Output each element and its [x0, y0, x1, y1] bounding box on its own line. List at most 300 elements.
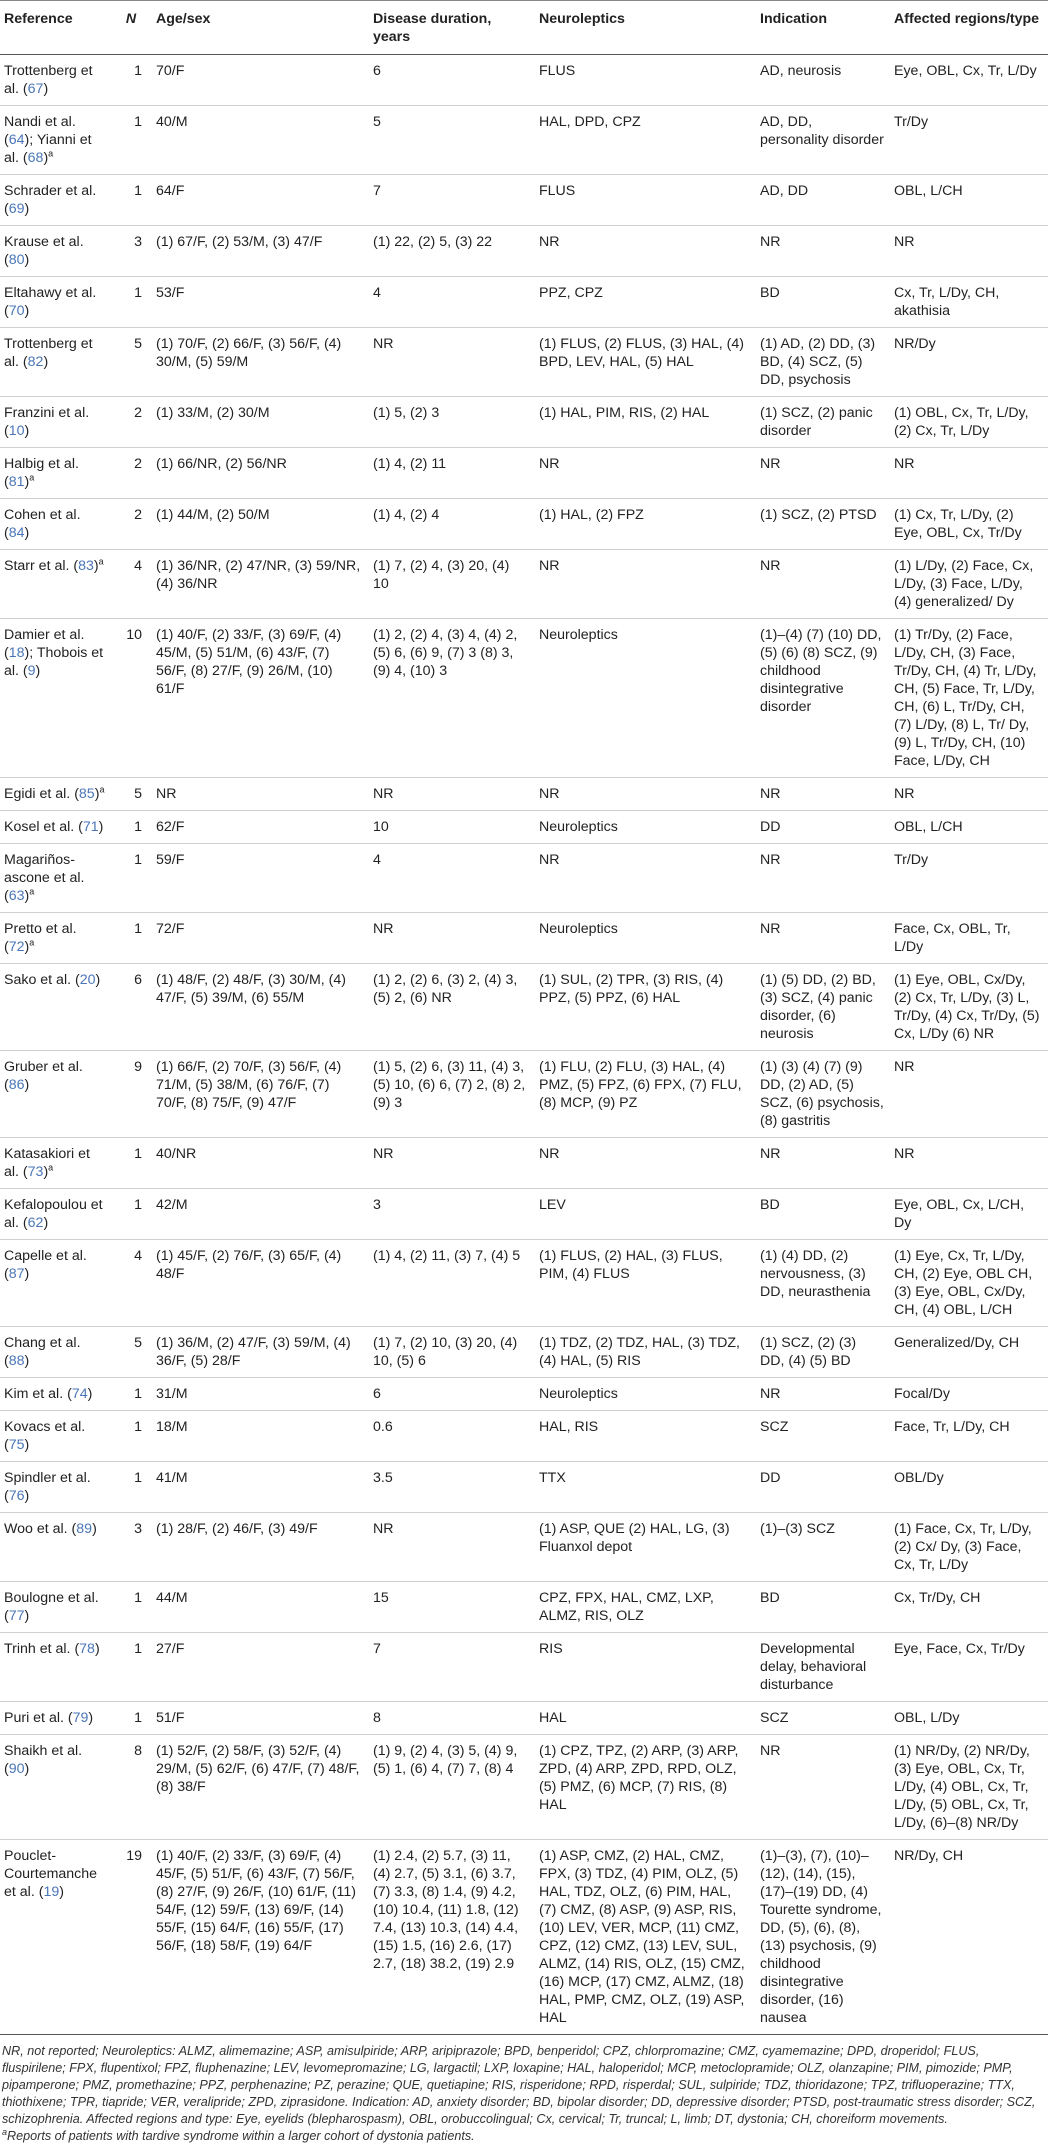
cell-n: 1 — [112, 913, 152, 964]
table-row — [0, 811, 1048, 844]
cell-age-sex: 27/F — [152, 1633, 369, 1702]
citation-link[interactable]: 82 — [27, 354, 44, 370]
reference-text: ) — [24, 1266, 30, 1282]
table-row — [0, 277, 1048, 328]
reference-text: Kosel et al. ( — [4, 819, 83, 835]
reference-text: ); Thobois et al. ( — [4, 645, 104, 679]
cell-age-sex: 40/NR — [152, 1138, 369, 1189]
reference-text: ) — [24, 939, 30, 955]
reference-text: ) — [24, 1353, 30, 1369]
reference-text: Magariños-ascone et al. ( — [4, 852, 85, 904]
cell-n: 6 — [112, 964, 152, 1051]
citation-link[interactable]: 79 — [72, 1710, 89, 1726]
footnote-marker: a — [29, 937, 35, 948]
cell-reference — [0, 499, 112, 550]
cell-age-sex: 18/M — [152, 1411, 369, 1462]
reference-text: ) — [43, 81, 49, 97]
cell-disease-duration: (1) 7, (2) 4, (3) 20, (4) 10 — [369, 550, 535, 619]
cell-indication: AD, DD, personality disorder — [756, 106, 890, 175]
cell-age-sex: (1) 66/NR, (2) 56/NR — [152, 448, 369, 499]
cell-disease-duration: 7 — [369, 175, 535, 226]
cell-age-sex: 62/F — [152, 811, 369, 844]
cell-disease-duration: 0.6 — [369, 1411, 535, 1462]
cell-disease-duration: (1) 4, (2) 11 — [369, 448, 535, 499]
header-age-sex: Age/sex — [152, 1, 369, 55]
cell-neuroleptics: NR — [535, 226, 756, 277]
cell-disease-duration: 7 — [369, 1633, 535, 1702]
cell-n: 1 — [112, 175, 152, 226]
superscript-note — [2, 2128, 1044, 2145]
reference-text: Shaikh et al. ( — [4, 1743, 83, 1777]
citation-link[interactable]: 90 — [8, 1761, 25, 1777]
cell-age-sex: (1) 40/F, (2) 33/F, (3) 69/F, (4) 45/F, (5) 51/F, (6) 43/F, (7) 56/F, (8) 27/F, (9) 26/F, (10) 61/F, (11) 54/F, (12) 59/F, (13) 69/F, (14) 55/F, (15) 64/F, (16) 55/F, (17) 56/F, (18) 58/F, (19) 64/F — [152, 1840, 369, 2035]
table-row — [0, 175, 1048, 226]
reference-text: Pouclet-Courtemanche et al. ( — [4, 1848, 98, 1900]
reference-text: Trottenberg et al. ( — [4, 63, 93, 97]
header-n: N — [112, 1, 152, 55]
table-row — [0, 106, 1048, 175]
cell-reference — [0, 619, 112, 778]
cell-neuroleptics: FLUS — [535, 175, 756, 226]
cell-affected-regions: NR — [890, 1138, 1048, 1189]
cell-neuroleptics: Neuroleptics — [535, 913, 756, 964]
cell-n: 4 — [112, 550, 152, 619]
header-row — [0, 1, 1048, 55]
table-row — [0, 226, 1048, 277]
citation-link[interactable]: 75 — [8, 1437, 25, 1453]
cell-affected-regions: OBL, L/Dy — [890, 1702, 1048, 1735]
citation-link[interactable]: 64 — [8, 132, 25, 148]
cell-indication: NR — [756, 226, 890, 277]
cell-affected-regions: (1) Cx, Tr, L/Dy, (2) Eye, OBL, Cx, Tr/Dy — [890, 499, 1048, 550]
cell-disease-duration: (1) 9, (2) 4, (3) 5, (4) 9, (5) 1, (6) 4, (7) 7, (8) 4 — [369, 1735, 535, 1840]
cell-neuroleptics: (1) HAL, PIM, RIS, (2) HAL — [535, 397, 756, 448]
reference-text: ) — [24, 1077, 30, 1093]
cell-affected-regions: (1) Face, Cx, Tr, L/Dy, (2) Cx/ Dy, (3) Face, Cx, Tr, L/Dy — [890, 1513, 1048, 1582]
cell-affected-regions: OBL, L/CH — [890, 811, 1048, 844]
header-reference: Reference — [0, 1, 112, 55]
cell-affected-regions: NR/Dy — [890, 328, 1048, 397]
table-row — [0, 1240, 1048, 1327]
cell-age-sex: (1) 52/F, (2) 58/F, (3) 52/F, (4) 29/M, (5) 62/F, (6) 47/F, (7) 48/F, (8) 38/F — [152, 1735, 369, 1840]
header-disease-duration: Disease duration, years — [369, 1, 535, 55]
cell-n: 1 — [112, 1633, 152, 1702]
cell-indication: NR — [756, 913, 890, 964]
cell-neuroleptics: HAL, DPD, CPZ — [535, 106, 756, 175]
cell-disease-duration: (1) 2, (2) 4, (3) 4, (4) 2, (5) 6, (6) 9, (7) 3 (8) 3, (9) 4, (10) 3 — [369, 619, 535, 778]
cell-age-sex: 31/M — [152, 1378, 369, 1411]
cell-n: 1 — [112, 1411, 152, 1462]
cell-affected-regions: (1) Eye, OBL, Cx/Dy, (2) Cx, Tr, L/Dy, (3) L, Tr/Dy, (4) Cx, Tr/Dy, (5) Cx, L/Dy (6) NR — [890, 964, 1048, 1051]
cell-age-sex: (1) 40/F, (2) 33/F, (3) 69/F, (4) 45/M, (5) 51/M, (6) 43/F, (7) 56/F, (8) 27/F, (9) 26/M, (10) 61/F — [152, 619, 369, 778]
reference-text: Damier et al. ( — [4, 627, 85, 661]
cell-affected-regions: OBL/Dy — [890, 1462, 1048, 1513]
citation-link[interactable]: 70 — [8, 303, 25, 319]
cell-indication: BD — [756, 277, 890, 328]
citation-link[interactable]: 69 — [8, 201, 25, 217]
cell-reference — [0, 1138, 112, 1189]
cell-neuroleptics: FLUS — [535, 55, 756, 106]
cell-reference — [0, 550, 112, 619]
cell-neuroleptics: TTX — [535, 1462, 756, 1513]
table-row — [0, 1327, 1048, 1378]
cell-reference — [0, 277, 112, 328]
cell-age-sex: 64/F — [152, 175, 369, 226]
cell-indication: (1) (4) DD, (2) nervousness, (3) DD, neurasthenia — [756, 1240, 890, 1327]
cell-reference — [0, 1462, 112, 1513]
reference-text: ) — [94, 786, 100, 802]
cell-indication: NR — [756, 778, 890, 811]
cell-n: 5 — [112, 328, 152, 397]
cell-indication: (1) SCZ, (2) PTSD — [756, 499, 890, 550]
cell-age-sex: 53/F — [152, 277, 369, 328]
table-row — [0, 550, 1048, 619]
cell-neuroleptics: NR — [535, 1138, 756, 1189]
footnote-marker: a — [48, 1162, 54, 1173]
reference-text: ) — [24, 525, 30, 541]
cell-indication: NR — [756, 550, 890, 619]
cell-neuroleptics: Neuroleptics — [535, 619, 756, 778]
cell-reference — [0, 844, 112, 913]
cell-disease-duration: 4 — [369, 844, 535, 913]
cell-n: 1 — [112, 1582, 152, 1633]
cell-n: 1 — [112, 55, 152, 106]
cell-indication: (1)–(4) (7) (10) DD, (5) (6) (8) SCZ, (9) childhood disintegrative disorder — [756, 619, 890, 778]
cell-reference — [0, 811, 112, 844]
cell-n: 1 — [112, 277, 152, 328]
table-row — [0, 1702, 1048, 1735]
cell-reference — [0, 397, 112, 448]
reference-text: Gruber et al. ( — [4, 1059, 83, 1093]
reference-text: ) — [95, 972, 101, 988]
cell-disease-duration: 8 — [369, 1702, 535, 1735]
table-row — [0, 448, 1048, 499]
table-row — [0, 1462, 1048, 1513]
cell-indication: NR — [756, 1735, 890, 1840]
cell-neuroleptics: HAL, RIS — [535, 1411, 756, 1462]
cell-affected-regions: Generalized/Dy, CH — [890, 1327, 1048, 1378]
cell-n: 3 — [112, 1513, 152, 1582]
cell-n: 4 — [112, 1240, 152, 1327]
reference-text: ) — [59, 1884, 64, 1900]
cell-indication: Developmental delay, behavioral disturbance — [756, 1633, 890, 1702]
reference-text: ) — [35, 663, 41, 679]
citation-link[interactable]: 74 — [71, 1386, 88, 1402]
cell-disease-duration: (1) 4, (2) 11, (3) 7, (4) 5 — [369, 1240, 535, 1327]
reference-text: Boulogne et al. ( — [4, 1590, 99, 1624]
table-row — [0, 913, 1048, 964]
cell-affected-regions: NR — [890, 778, 1048, 811]
cell-indication: AD, neurosis — [756, 55, 890, 106]
citation-link[interactable]: 83 — [78, 558, 94, 574]
cell-neuroleptics: (1) HAL, (2) FPZ — [535, 499, 756, 550]
footnote-marker: a — [99, 784, 105, 795]
cell-n: 8 — [112, 1735, 152, 1840]
cell-disease-duration: NR — [369, 328, 535, 397]
citation-link[interactable]: 87 — [8, 1266, 25, 1282]
cell-indication: DD — [756, 1462, 890, 1513]
cell-neuroleptics: NR — [535, 844, 756, 913]
citation-link[interactable]: 67 — [27, 81, 44, 97]
reference-text: Starr et al. ( — [4, 558, 79, 574]
table-row — [0, 1513, 1048, 1582]
cell-age-sex: (1) 66/F, (2) 70/F, (3) 56/F, (4) 71/M, (5) 38/M, (6) 76/F, (7) 70/F, (8) 75/F, (9) 47/F — [152, 1051, 369, 1138]
table-header — [0, 1, 1048, 55]
cell-affected-regions: (1) Eye, Cx, Tr, L/Dy, CH, (2) Eye, OBL CH, (3) Eye, OBL, Cx/Dy, CH, (4) OBL, L/CH — [890, 1240, 1048, 1327]
cell-indication: SCZ — [756, 1411, 890, 1462]
table-row — [0, 1840, 1048, 2035]
cell-affected-regions: NR — [890, 448, 1048, 499]
cell-affected-regions: Focal/Dy — [890, 1378, 1048, 1411]
citation-link[interactable]: 80 — [8, 252, 25, 268]
cell-reference — [0, 448, 112, 499]
table-row — [0, 844, 1048, 913]
cell-neuroleptics: (1) ASP, QUE (2) HAL, LG, (3) Fluanxol depot — [535, 1513, 756, 1582]
cell-affected-regions: (1) L/Dy, (2) Face, Cx, L/Dy, (3) Face, L/Dy, (4) generalized/ Dy — [890, 550, 1048, 619]
cell-indication: DD — [756, 811, 890, 844]
cell-reference — [0, 1582, 112, 1633]
table-row — [0, 619, 1048, 778]
cell-neuroleptics: NR — [535, 448, 756, 499]
cell-neuroleptics: (1) CPZ, TPZ, (2) ARP, (3) ARP, ZPD, (4) ARP, ZPD, RPD, OLZ, (5) PMZ, (6) MCP, (7) RIS, (8) HAL — [535, 1735, 756, 1840]
cell-reference — [0, 1513, 112, 1582]
cell-disease-duration: 3.5 — [369, 1462, 535, 1513]
cell-age-sex: 70/F — [152, 55, 369, 106]
citation-link[interactable]: 88 — [8, 1353, 25, 1369]
cell-indication: AD, DD — [756, 175, 890, 226]
cell-age-sex: (1) 36/M, (2) 47/F, (3) 59/M, (4) 36/F, (5) 28/F — [152, 1327, 369, 1378]
note-text: Reports of patients with tardive syndrome within a larger cohort of dystonia patients. — [7, 2129, 475, 2143]
cell-n: 19 — [112, 1840, 152, 2035]
cell-reference — [0, 1051, 112, 1138]
reference-text: ) — [88, 1710, 94, 1726]
cell-affected-regions: NR — [890, 226, 1048, 277]
cell-neuroleptics: HAL — [535, 1702, 756, 1735]
cell-age-sex: (1) 67/F, (2) 53/M, (3) 47/F — [152, 226, 369, 277]
cell-n: 1 — [112, 1462, 152, 1513]
cell-indication: NR — [756, 448, 890, 499]
cell-affected-regions: Eye, OBL, Cx, L/CH, Dy — [890, 1189, 1048, 1240]
reference-text: ) — [98, 819, 104, 835]
reference-text: ) — [24, 201, 30, 217]
cell-disease-duration: 5 — [369, 106, 535, 175]
footnote-marker: a — [48, 148, 54, 159]
cell-age-sex: 51/F — [152, 1702, 369, 1735]
cell-affected-regions: Tr/Dy — [890, 106, 1048, 175]
cell-n: 5 — [112, 778, 152, 811]
cell-disease-duration: NR — [369, 1138, 535, 1189]
cell-neuroleptics: (1) FLUS, (2) FLUS, (3) HAL, (4) BPD, LEV, HAL, (5) HAL — [535, 328, 756, 397]
reference-text: Katasakiori et al. ( — [4, 1146, 90, 1180]
cell-affected-regions: Eye, Face, Cx, Tr/Dy — [890, 1633, 1048, 1702]
cell-n: 1 — [112, 844, 152, 913]
cell-disease-duration: 4 — [369, 277, 535, 328]
citation-link[interactable]: 68 — [27, 150, 44, 166]
citation-link[interactable]: 10 — [8, 423, 25, 439]
citation-link[interactable]: 19 — [43, 1884, 60, 1900]
cell-disease-duration: NR — [369, 1513, 535, 1582]
cell-neuroleptics: RIS — [535, 1633, 756, 1702]
reference-text: Krause et al. ( — [4, 234, 84, 268]
citation-link[interactable]: 89 — [76, 1521, 93, 1537]
cell-disease-duration: 6 — [369, 55, 535, 106]
cell-reference — [0, 1189, 112, 1240]
reference-text: ) — [24, 252, 30, 268]
reference-text: Kim et al. ( — [4, 1386, 72, 1402]
cell-affected-regions: Cx, Tr/Dy, CH — [890, 1582, 1048, 1633]
cell-age-sex: 59/F — [152, 844, 369, 913]
cell-disease-duration: NR — [369, 778, 535, 811]
cell-reference — [0, 1240, 112, 1327]
cell-n: 3 — [112, 226, 152, 277]
cell-age-sex: 41/M — [152, 1462, 369, 1513]
table-row — [0, 778, 1048, 811]
cell-n: 2 — [112, 499, 152, 550]
table-row — [0, 499, 1048, 550]
reference-text: Capelle et al. ( — [4, 1248, 87, 1282]
reference-text: ) — [87, 1386, 93, 1402]
cell-reference — [0, 1633, 112, 1702]
table-row — [0, 397, 1048, 448]
cell-affected-regions: Face, Tr, L/Dy, CH — [890, 1411, 1048, 1462]
citation-link[interactable]: 77 — [8, 1608, 25, 1624]
citation-link[interactable]: 86 — [8, 1077, 25, 1093]
cell-indication: NR — [756, 1378, 890, 1411]
footnote-marker: a — [29, 472, 35, 483]
reference-text: ) — [24, 1761, 30, 1777]
reference-text: Kefalopoulou et al. ( — [4, 1197, 103, 1231]
reference-text: Woo et al. ( — [4, 1521, 77, 1537]
cell-age-sex: 44/M — [152, 1582, 369, 1633]
cell-affected-regions: Eye, OBL, Cx, Tr, L/Dy — [890, 55, 1048, 106]
citation-link[interactable]: 62 — [27, 1215, 44, 1231]
cell-indication: (1) (5) DD, (2) BD, (3) SCZ, (4) panic disorder, (6) neurosis — [756, 964, 890, 1051]
cell-neuroleptics: NR — [535, 550, 756, 619]
cell-indication: NR — [756, 1138, 890, 1189]
reference-text: ); Yianni et al. ( — [4, 132, 92, 166]
cell-reference — [0, 778, 112, 811]
citation-link[interactable]: 9 — [27, 663, 36, 679]
table-row — [0, 1633, 1048, 1702]
table-row — [0, 964, 1048, 1051]
cell-neuroleptics: (1) ASP, CMZ, (2) HAL, CMZ, FPX, (3) TDZ, (4) PIM, OLZ, (5) HAL, TDZ, OLZ, (6) PIM, HAL, (7) CMZ, (8) ASP, (9) ASP, RIS, (10) LEV, VER, MCP, (11) CMZ, CPZ, (12) CMZ, (13) LEV, SUL, ALMZ, (14) RIS, OLZ, (15) CMZ, (16) MCP, (17) CMZ, ALMZ, (18) HAL, PMP, CMZ, OLZ, (19) ASP, HAL — [535, 1840, 756, 2035]
cell-indication: (1) AD, (2) DD, (3) BD, (4) SCZ, (5) DD, psychosis — [756, 328, 890, 397]
cell-affected-regions: NR — [890, 1051, 1048, 1138]
cell-n: 10 — [112, 619, 152, 778]
cell-age-sex: 42/M — [152, 1189, 369, 1240]
cell-reference — [0, 1411, 112, 1462]
cell-reference — [0, 328, 112, 397]
reference-text: ) — [43, 150, 49, 166]
cell-indication: BD — [756, 1582, 890, 1633]
citation-link[interactable]: 63 — [8, 888, 25, 904]
cell-reference — [0, 55, 112, 106]
reference-text: ) — [92, 1521, 97, 1537]
reference-text: Trinh et al. ( — [4, 1641, 80, 1657]
reference-text: Chang et al. ( — [4, 1335, 81, 1369]
cell-affected-regions: OBL, L/CH — [890, 175, 1048, 226]
citation-link[interactable]: 81 — [8, 474, 25, 490]
citation-link[interactable]: 73 — [27, 1164, 44, 1180]
cell-age-sex: (1) 36/NR, (2) 47/NR, (3) 59/NR, (4) 36/NR — [152, 550, 369, 619]
reference-text: Pretto et al. ( — [4, 921, 77, 955]
cell-reference — [0, 1735, 112, 1840]
cell-indication: (1) SCZ, (2) (3) DD, (4) (5) BD — [756, 1327, 890, 1378]
citation-link[interactable]: 85 — [78, 786, 95, 802]
table-body — [0, 55, 1048, 2035]
cell-reference — [0, 964, 112, 1051]
cell-affected-regions: (1) OBL, Cx, Tr, L/Dy, (2) Cx, Tr, L/Dy — [890, 397, 1048, 448]
cell-neuroleptics: Neuroleptics — [535, 811, 756, 844]
cell-indication: NR — [756, 844, 890, 913]
cell-indication: (1)–(3) SCZ — [756, 1513, 890, 1582]
cell-disease-duration: NR — [369, 913, 535, 964]
citation-link[interactable]: 84 — [8, 525, 25, 541]
cell-n: 1 — [112, 1702, 152, 1735]
reference-text: Schrader et al. ( — [4, 183, 97, 217]
reference-text: Spindler et al. ( — [4, 1470, 91, 1504]
cell-age-sex: 72/F — [152, 913, 369, 964]
citation-link[interactable]: 20 — [79, 972, 96, 988]
table-row — [0, 1138, 1048, 1189]
table-row — [0, 1411, 1048, 1462]
cell-affected-regions: (1) NR/Dy, (2) NR/Dy, (3) Eye, OBL, Cx, Tr, L/Dy, (4) OBL, Cx, Tr, L/Dy, (5) OBL, Cx, Tr, L/Dy, (6)–(8) NR/Dy — [890, 1735, 1048, 1840]
cell-reference — [0, 226, 112, 277]
cell-disease-duration: (1) 5, (2) 3 — [369, 397, 535, 448]
note-marker: a — [2, 2126, 8, 2137]
cell-n: 1 — [112, 1378, 152, 1411]
citation-link[interactable]: 72 — [8, 939, 25, 955]
cell-neuroleptics: (1) TDZ, (2) TDZ, HAL, (3) TDZ, (4) HAL, (5) RIS — [535, 1327, 756, 1378]
reference-text: Nandi et al. ( — [4, 114, 76, 148]
footnote-marker: a — [29, 886, 35, 897]
reference-text: ) — [43, 1164, 49, 1180]
reference-text: ) — [93, 558, 99, 574]
reference-text: ) — [24, 1608, 30, 1624]
citation-link[interactable]: 76 — [8, 1488, 25, 1504]
cell-indication: SCZ — [756, 1702, 890, 1735]
citation-link[interactable]: 78 — [79, 1641, 95, 1657]
header-indication: Indication — [756, 1, 890, 55]
cell-n: 1 — [112, 811, 152, 844]
cell-age-sex: 40/M — [152, 106, 369, 175]
table-row — [0, 1378, 1048, 1411]
cell-neuroleptics: PPZ, CPZ — [535, 277, 756, 328]
cell-neuroleptics: LEV — [535, 1189, 756, 1240]
cell-disease-duration: (1) 7, (2) 10, (3) 20, (4) 10, (5) 6 — [369, 1327, 535, 1378]
reference-text: ) — [24, 1437, 30, 1453]
cell-age-sex: (1) 70/F, (2) 66/F, (3) 56/F, (4) 30/M, (5) 59/M — [152, 328, 369, 397]
cell-neuroleptics: (1) FLUS, (2) HAL, (3) FLUS, PIM, (4) FLUS — [535, 1240, 756, 1327]
footnote-marker: a — [98, 556, 104, 567]
cell-indication: (1) (3) (4) (7) (9) DD, (2) AD, (5) SCZ, (6) psychosis, (8) gastritis — [756, 1051, 890, 1138]
cell-age-sex: (1) 48/F, (2) 48/F, (3) 30/M, (4) 47/F, (5) 39/M, (6) 55/M — [152, 964, 369, 1051]
cell-affected-regions: NR/Dy, CH — [890, 1840, 1048, 2035]
citation-link[interactable]: 18 — [8, 645, 25, 661]
cell-reference — [0, 1702, 112, 1735]
citation-link[interactable]: 71 — [82, 819, 99, 835]
table-row — [0, 55, 1048, 106]
cell-indication: (1)–(3), (7), (10)–(12), (14), (15), (17)–(19) DD, (4) Tourette syndrome, DD, (5), (6), (8), (13) psychosis, (9) childhood disintegrative disorder, (16) nausea — [756, 1840, 890, 2035]
reference-text: ) — [43, 354, 49, 370]
reference-text: Puri et al. ( — [4, 1710, 73, 1726]
cell-age-sex: (1) 44/M, (2) 50/M — [152, 499, 369, 550]
reference-text: Egidi et al. ( — [4, 786, 79, 802]
cell-reference — [0, 1327, 112, 1378]
table-row — [0, 1582, 1048, 1633]
cell-affected-regions: Face, Cx, OBL, Tr, L/Dy — [890, 913, 1048, 964]
table-row — [0, 1051, 1048, 1138]
